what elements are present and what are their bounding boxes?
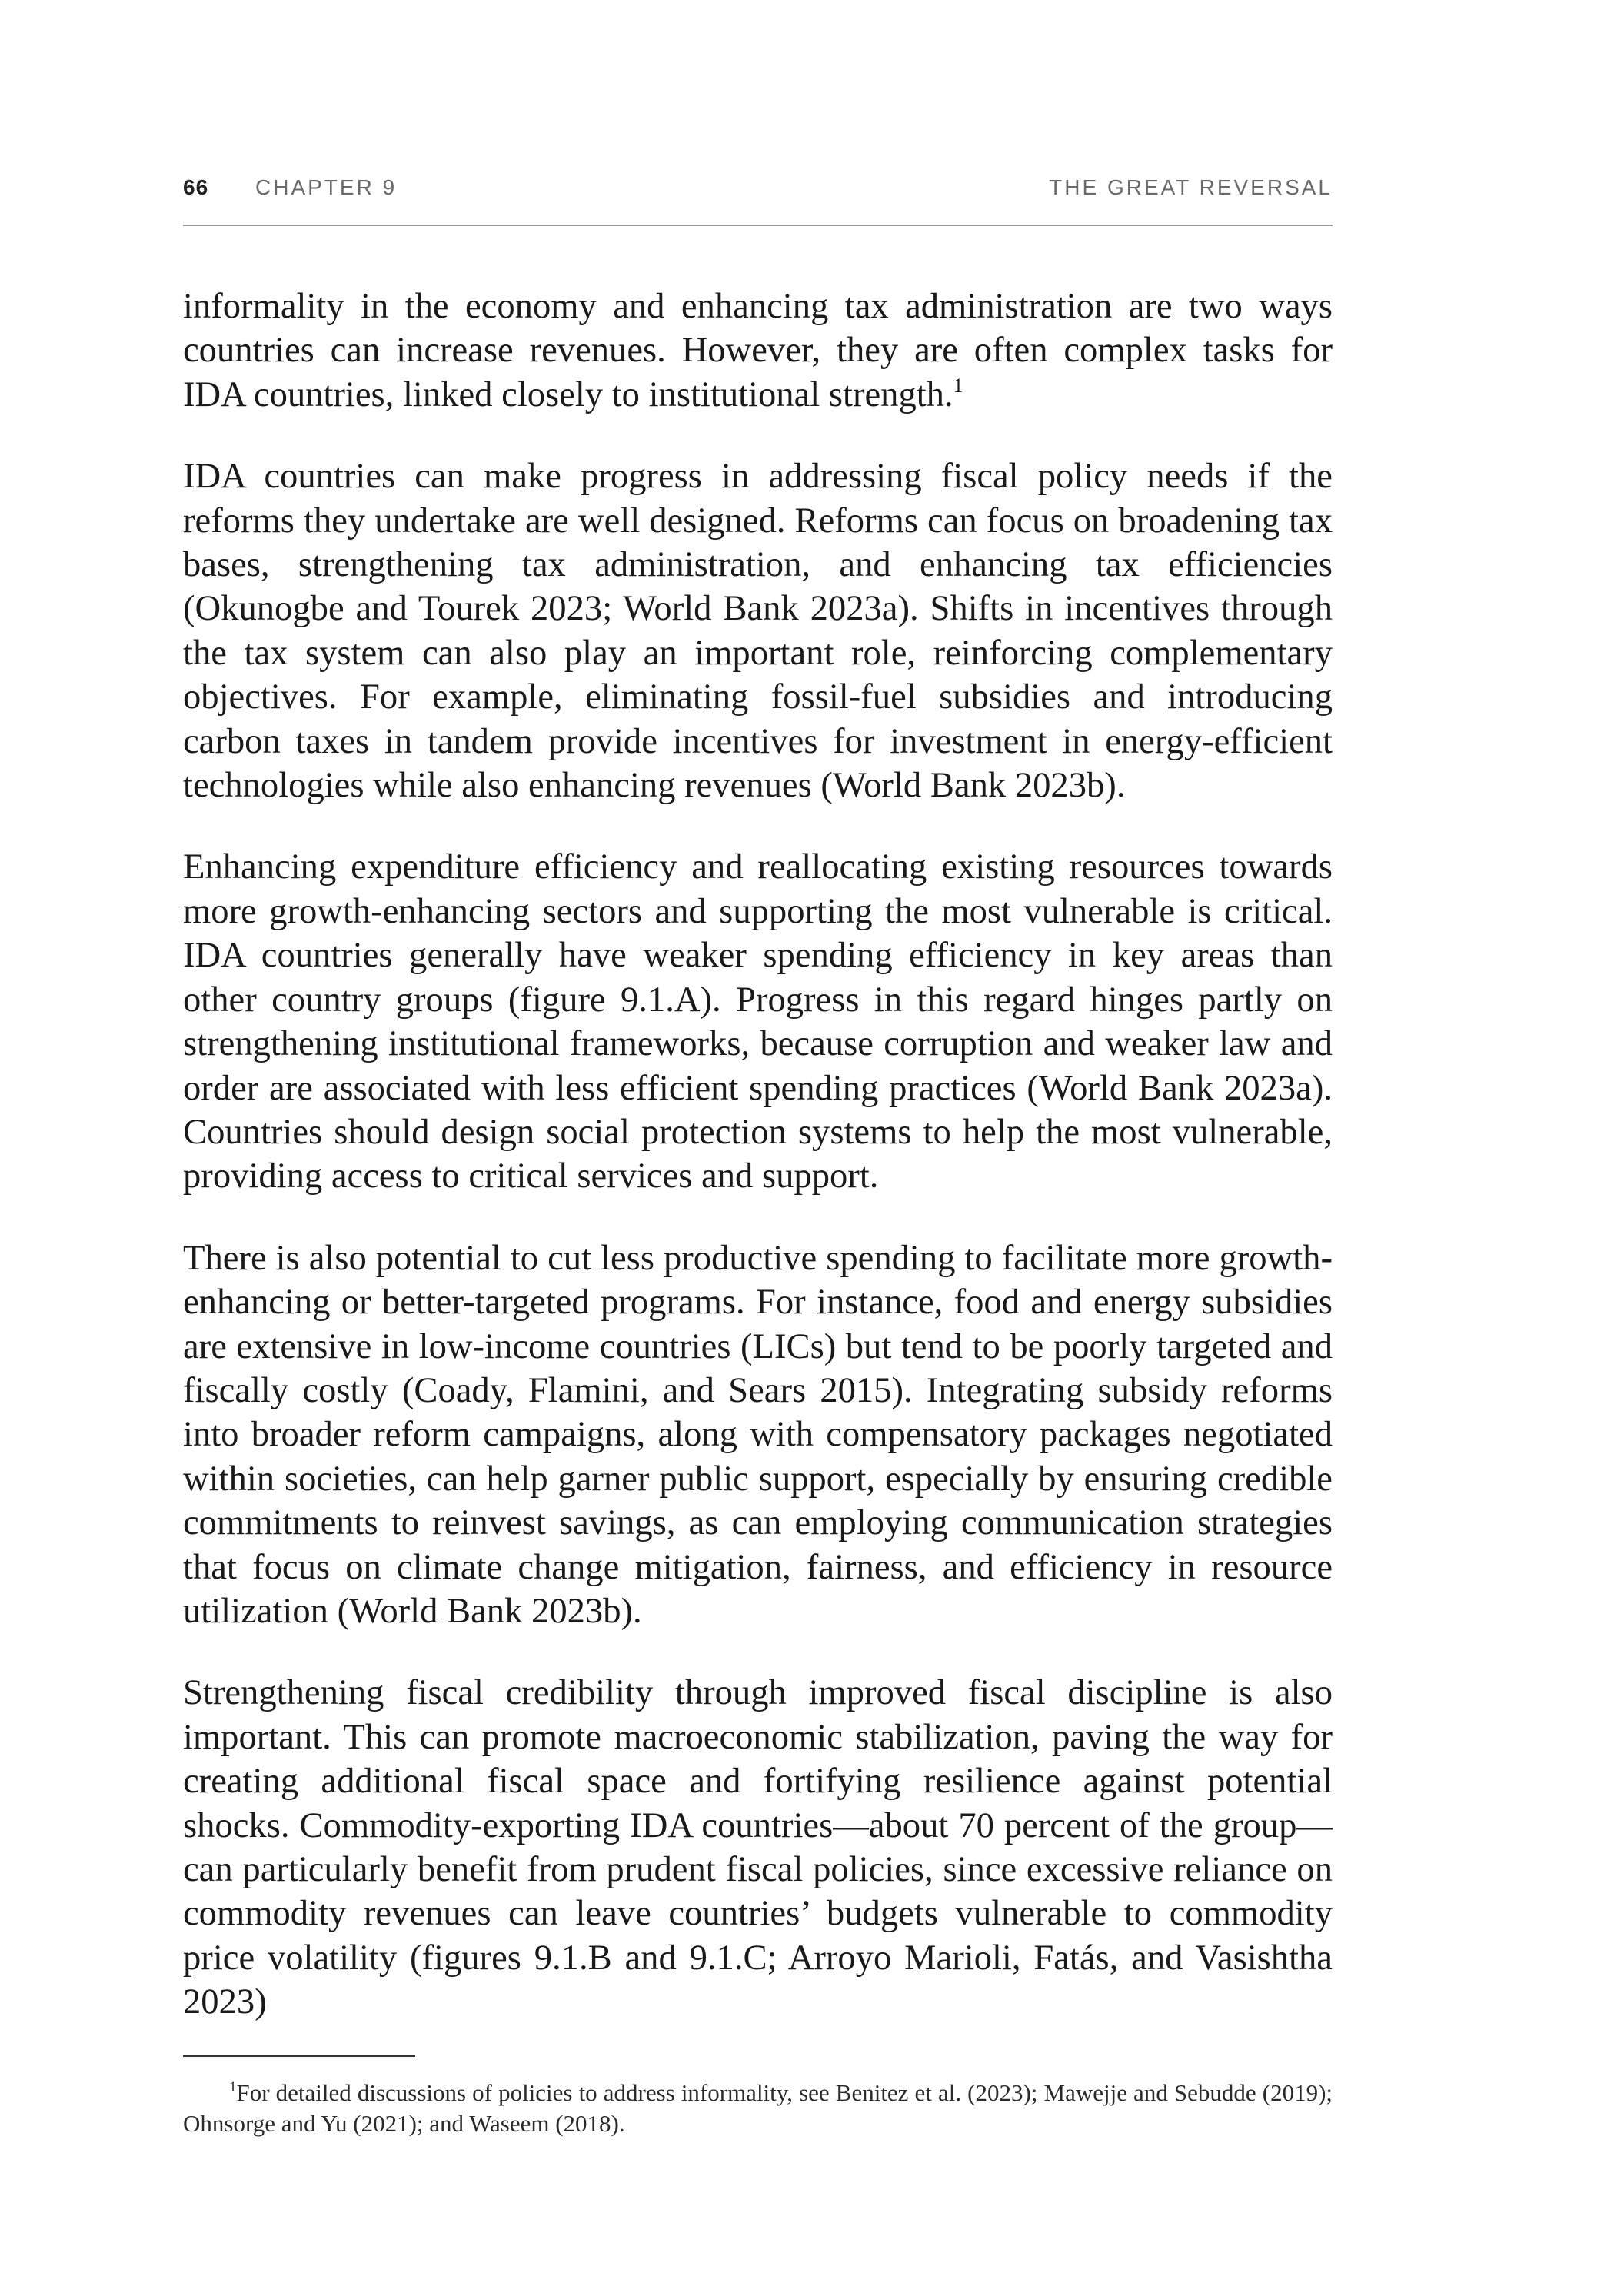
page-number: 66 [183, 175, 209, 199]
footnote-marker: 1 [229, 2079, 237, 2095]
footnote-reference[interactable]: 1 [953, 374, 963, 397]
paragraph: There is also potential to cut less productive spending to facilitate more growth-enhancing or better-targeted programs. For instance, food and energy subsidies are extensive in low-income countries (LICs) but tend to be poorly targeted and fiscally costly (Coady, Flamini, and Sears 2015). Integrating subsidy reforms into broader reform campaigns, along with compensatory packages negotiated within societies, can help garner public support, especially by ensuring credible commitments to reinvest savings, as can employing communication strategies that focus on climate change mitigation, fairness, and efficiency in resource utilization (World Bank 2023b). [183, 1237, 1333, 1631]
chapter-label: CHAPTER 9 [255, 175, 398, 199]
footnote [183, 2078, 1333, 2139]
paragraph: Strengthening fiscal credibility through improved fiscal discipline is also important. This can promote macroeconomic stabilization, paving the way for creating additional fiscal space and fortifying resilience against potential shocks. Commodity-exporting IDA countries—about 70 percent of the group—can particularly benefit from prudent fiscal policies, since excessive reliance on commodity revenues can leave countries’ budgets vulnerable to commodity price volatility (figures 9.1.B and 9.1.C; Arroyo Marioli, Fatás, and Vasishtha 2023) [183, 1672, 1333, 2022]
paragraph: IDA countries can make progress in addressing fiscal policy needs if the reforms they undertake are well designed. Reforms can focus on broadening tax bases, strengthening tax administration, and enhancing tax efficiencies (Okunogbe and Tourek 2023; World Bank 2023a). Shifts in incentives through the tax system can also play an important role, reinforcing complementary objectives. For example, eliminating fossil-fuel subsidies and introducing carbon taxes in tandem provide incentives for investment in energy-efficient technologies while also enhancing revenues (World Bank 2023b). [183, 456, 1333, 806]
paragraph: Enhancing expenditure efficiency and reallocating existing resources towards more growth-enhancing sectors and supporting the most vulnerable is critical. IDA countries generally have weaker spending efficiency in key areas than other country groups (figure 9.1.A). Progress in this regard hinges partly on strengthening institutional frameworks, because corruption and weaker law and order are associated with less efficient spending practices (World Bank 2023a). Countries should design social protection systems to help the most vulnerable, providing access to critical services and support. [183, 847, 1333, 1196]
book-title: THE GREAT REVERSAL [1049, 175, 1333, 199]
footnote-divider [183, 2055, 415, 2057]
header-divider [183, 225, 1333, 226]
footnote-text: For detailed discussions of policies to address informality, see Benitez et al. (2023); Mawejje and Sebudde (2019); Ohnsorge and Yu (2021); and Waseem (2018). [183, 2079, 1333, 2137]
paragraph-text: informality in the economy and enhancing tax administration are two ways countries can increase revenues. However, they are often complex tasks for IDA countries, linked closely to institutional strength. [183, 286, 1333, 414]
paragraph [183, 285, 1333, 417]
running-header [183, 175, 1333, 206]
body-text [183, 285, 1333, 2025]
